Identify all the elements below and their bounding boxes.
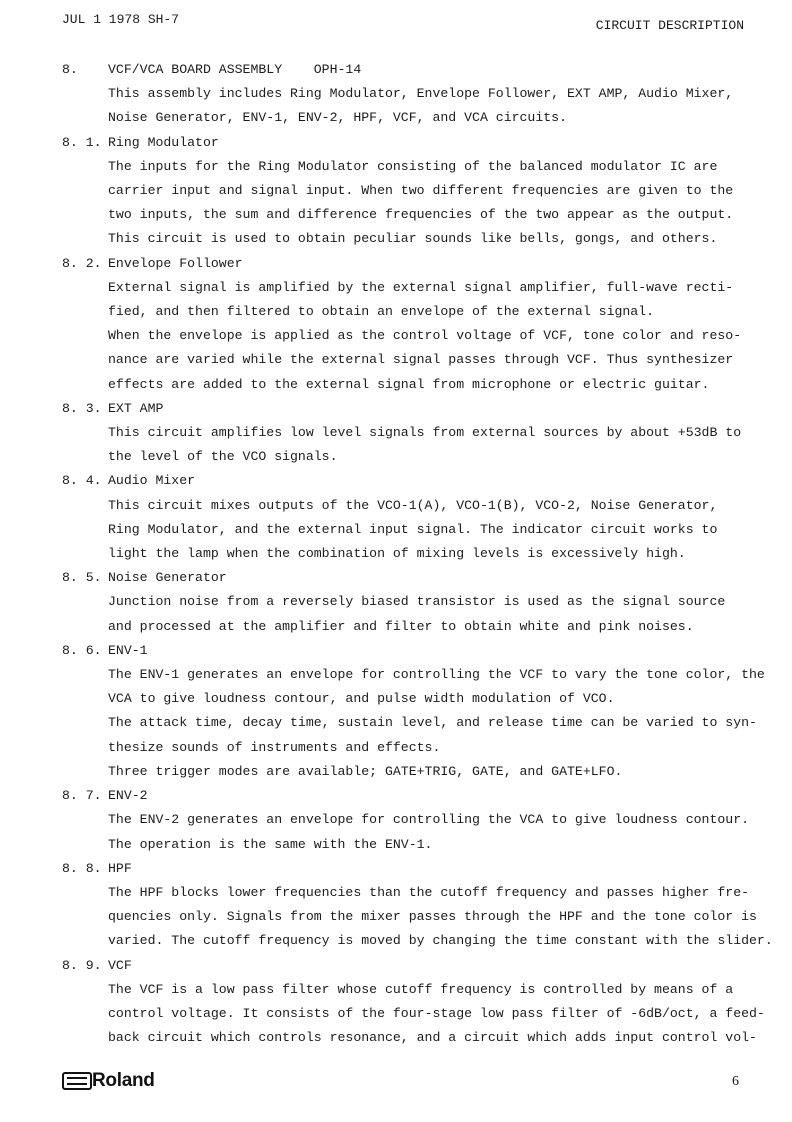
- section-heading: [62, 639, 752, 663]
- section-number: 8. 3.: [62, 400, 102, 416]
- paragraph-line: Three trigger modes are available; GATE+TRIG, GATE, and GATE+LFO.: [108, 763, 623, 779]
- section-heading: [62, 469, 752, 493]
- paragraph-line: This circuit mixes outputs of the VCO-1(A), VCO-1(B), VCO-2, Noise Generator,: [108, 497, 718, 513]
- section-title: VCF: [108, 957, 132, 973]
- section-number: 8. 4.: [62, 473, 102, 489]
- document-body: [62, 58, 773, 1050]
- roland-logo-mark-icon: [62, 1072, 92, 1090]
- section-title: EXT AMP: [108, 400, 164, 416]
- paragraph-line: quencies only. Signals from the mixer passes through the HPF and the tone color is: [108, 909, 757, 925]
- section-title: Envelope Follower: [108, 255, 243, 271]
- paragraph-line: This circuit is used to obtain peculiar sounds like bells, gongs, and others.: [108, 231, 718, 247]
- paragraph-line: This assembly includes Ring Modulator, Envelope Follower, EXT AMP, Audio Mixer,: [108, 86, 734, 102]
- section-heading: [62, 397, 752, 421]
- paragraph-line: The inputs for the Ring Modulator consisting of the balanced modulator IC are: [108, 158, 718, 174]
- paragraph-line: two inputs, the sum and difference frequencies of the two appear as the output.: [108, 207, 734, 223]
- section-number: 8. 7.: [62, 788, 102, 804]
- section-title: Ring Modulator: [108, 134, 219, 150]
- section-number: 8. 9.: [62, 957, 102, 973]
- paragraph-line: and processed at the amplifier and filter to obtain white and pink noises.: [108, 618, 694, 634]
- paragraph-line: The ENV-2 generates an envelope for controlling the VCA to give loudness contour.: [108, 812, 750, 828]
- paragraph-line: back circuit which controls resonance, and a circuit which adds input control vol-: [108, 1030, 757, 1046]
- paragraph-line: This circuit amplifies low level signals from external sources by about +53dB to: [108, 425, 742, 441]
- paragraph-line: light the lamp when the combination of mixing levels is excessively high.: [108, 546, 686, 562]
- paragraph-line: Noise Generator, ENV-1, ENV-2, HPF, VCF, and VCA circuits.: [108, 110, 567, 126]
- section-number: 8. 8.: [62, 860, 102, 876]
- section-heading: [62, 857, 752, 881]
- section-title: ENV-2: [108, 788, 148, 804]
- section-number: 8. 2.: [62, 255, 102, 271]
- paragraph-line: The operation is the same with the ENV-1.: [108, 836, 433, 852]
- section-heading: [62, 58, 752, 82]
- paragraph-line: varied. The cutoff frequency is moved by changing the time constant with the slider.: [108, 933, 773, 949]
- paragraph-line: The HPF blocks lower frequencies than the cutoff frequency and passes higher fre-: [108, 884, 750, 900]
- paragraph-line: VCA to give loudness contour, and pulse width modulation of VCO.: [108, 691, 615, 707]
- paragraph-line: control voltage. It consists of the four-stage low pass filter of -6dB/oct, a feed-: [108, 1005, 765, 1021]
- paragraph-line: fied, and then filtered to obtain an envelope of the external signal.: [108, 304, 655, 320]
- section-title: Noise Generator: [108, 570, 227, 586]
- page-number: 6: [732, 1074, 739, 1089]
- section-heading: [62, 131, 752, 155]
- section-heading: [62, 784, 752, 808]
- paragraph-line: nance are varied while the external signal passes through VCF. Thus synthesizer: [108, 352, 734, 368]
- paragraph-line: The ENV-1 generates an envelope for controlling the VCF to vary the tone color, the: [108, 667, 765, 683]
- paragraph-line: carrier input and signal input. When two different frequencies are given to the: [108, 183, 734, 199]
- section-number: 8. 5.: [62, 570, 102, 586]
- section-number: 8. 1.: [62, 134, 102, 150]
- section-title: HPF: [108, 860, 132, 876]
- paragraph-line: When the envelope is applied as the control voltage of VCF, tone color and reso-: [108, 328, 742, 344]
- section-heading: [62, 954, 752, 978]
- section-number: 8. 6.: [62, 642, 102, 658]
- header-date-model: JUL 1 1978 SH-7: [62, 12, 180, 27]
- section-heading: [62, 566, 752, 590]
- paragraph-line: Junction noise from a reversely biased transistor is used as the signal source: [108, 594, 726, 610]
- paragraph-line: Ring Modulator, and the external input signal. The indicator circuit works to: [108, 521, 718, 537]
- roland-logo-text: Roland: [92, 1070, 155, 1091]
- section-title: ENV-1: [108, 642, 148, 658]
- section-title: Audio Mixer: [108, 473, 196, 489]
- section-number: 8.: [62, 62, 78, 77]
- paragraph-line: thesize sounds of instruments and effects.: [108, 739, 441, 755]
- paragraph-line: The attack time, decay time, sustain level, and release time can be varied to syn-: [108, 715, 757, 731]
- paragraph-line: effects are added to the external signal from microphone or electric guitar.: [108, 376, 710, 392]
- roland-logo: [62, 1070, 155, 1092]
- paragraph-line: External signal is amplified by the external signal amplifier, full-wave recti-: [108, 279, 734, 295]
- section-heading: [62, 252, 752, 276]
- paragraph-line: The VCF is a low pass filter whose cutoff frequency is controlled by means of a: [108, 981, 734, 997]
- paragraph-line: the level of the VCO signals.: [108, 449, 338, 465]
- header-section-title: CIRCUIT DESCRIPTION: [595, 18, 744, 33]
- section-title: VCF/VCA BOARD ASSEMBLY OPH-14: [108, 62, 362, 77]
